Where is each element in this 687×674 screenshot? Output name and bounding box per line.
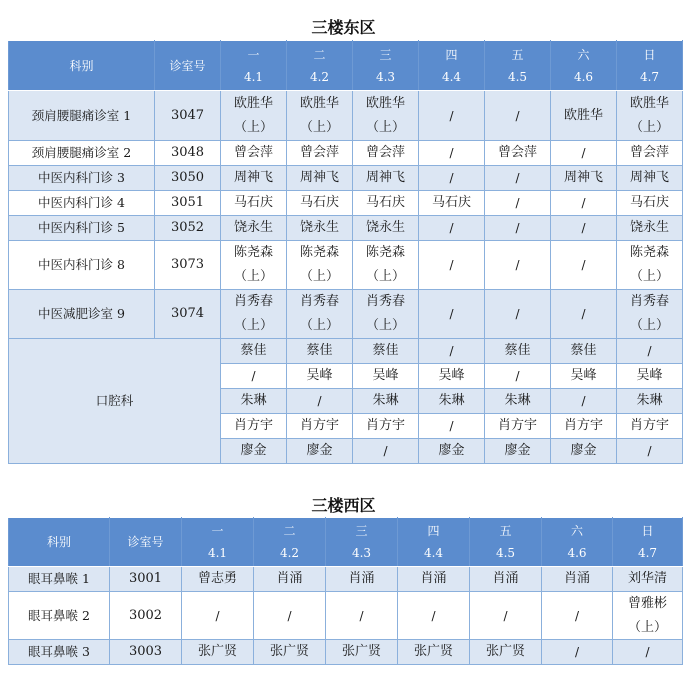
header-day-col: 一 4.1 xyxy=(221,41,287,91)
schedule-cell: 曾雅彬 （上） xyxy=(613,592,683,640)
schedule-cell: / xyxy=(326,592,398,640)
schedule-cell: 蔡佳 xyxy=(221,339,287,364)
schedule-cell: 肖涌 xyxy=(398,567,470,592)
schedule-cell: / xyxy=(551,141,617,166)
dept-cell: 眼耳鼻喉 1 xyxy=(9,567,110,592)
table-header-row xyxy=(9,41,683,91)
dept-cell: 中医内科门诊 5 xyxy=(9,216,155,241)
schedule-cell: 肖涌 xyxy=(326,567,398,592)
table-row xyxy=(9,216,683,241)
schedule-cell: 周神飞 xyxy=(221,166,287,191)
schedule-cell: / xyxy=(542,640,613,665)
schedule-cell: 吴峰 xyxy=(287,364,353,389)
room-cell: 3052 xyxy=(155,216,221,241)
schedule-cell: 曾会萍 xyxy=(353,141,419,166)
schedule-cell: 饶永生 xyxy=(353,216,419,241)
header-day-col: 三 4.3 xyxy=(353,41,419,91)
schedule-cell: 肖秀春 （上） xyxy=(287,290,353,339)
room-cell: 3047 xyxy=(155,91,221,141)
dept-cell: 眼耳鼻喉 3 xyxy=(9,640,110,665)
table-row xyxy=(9,339,683,364)
schedule-cell: / xyxy=(419,241,485,290)
room-cell: 3050 xyxy=(155,166,221,191)
header-day-col: 三 4.3 xyxy=(326,518,398,567)
schedule-cell: 朱琳 xyxy=(617,389,683,414)
header-day-col: 五 4.5 xyxy=(470,518,542,567)
header-day-col: 五 4.5 xyxy=(485,41,551,91)
schedule-cell: 饶永生 xyxy=(221,216,287,241)
schedule-cell: 蔡佳 xyxy=(353,339,419,364)
schedule-cell: 刘华清 xyxy=(613,567,683,592)
header-room: 诊室号 xyxy=(110,518,182,567)
schedule-cell: / xyxy=(470,592,542,640)
schedule-cell: 肖秀春 （上） xyxy=(221,290,287,339)
room-cell: 3001 xyxy=(110,567,182,592)
schedule-cell: 马石庆 xyxy=(617,191,683,216)
table-row xyxy=(9,141,683,166)
schedule-cell: 肖方宇 xyxy=(485,414,551,439)
schedule-cell: / xyxy=(485,216,551,241)
schedule-cell: / xyxy=(419,414,485,439)
dept-cell: 颈肩腰腿痛诊室 1 xyxy=(9,91,155,141)
schedule-cell: / xyxy=(419,166,485,191)
schedule-cell: 肖涌 xyxy=(470,567,542,592)
schedule-cell: / xyxy=(617,439,683,464)
schedule-cell: / xyxy=(551,216,617,241)
table-row xyxy=(9,567,683,592)
schedule-cell: / xyxy=(485,191,551,216)
dept-cell: 中医内科门诊 3 xyxy=(9,166,155,191)
schedule-cell: / xyxy=(419,339,485,364)
header-room: 诊室号 xyxy=(155,41,221,91)
room-cell: 3074 xyxy=(155,290,221,339)
schedule-cell: / xyxy=(398,592,470,640)
header-day-col: 四 4.4 xyxy=(419,41,485,91)
header-day-col: 日 4.7 xyxy=(617,41,683,91)
schedule-cell: / xyxy=(542,592,613,640)
schedule-cell: 廖金 xyxy=(419,439,485,464)
schedule-cell: 周神飞 xyxy=(353,166,419,191)
header-day-col: 二 4.2 xyxy=(254,518,326,567)
schedule-cell: / xyxy=(419,91,485,141)
room-cell: 3003 xyxy=(110,640,182,665)
schedule-cell: 曾会萍 xyxy=(617,141,683,166)
schedule-cell: 廖金 xyxy=(551,439,617,464)
schedule-cell: / xyxy=(551,191,617,216)
schedule-cell: 张广贤 xyxy=(326,640,398,665)
schedule-cell: / xyxy=(221,364,287,389)
header-dept: 科别 xyxy=(9,518,110,567)
schedule-cell: 陈尧森 （上） xyxy=(221,241,287,290)
schedule-cell: 张广贤 xyxy=(398,640,470,665)
schedule-cell: 饶永生 xyxy=(617,216,683,241)
schedule-cell: / xyxy=(551,241,617,290)
header-day-col: 六 4.6 xyxy=(551,41,617,91)
dept-cell: 中医内科门诊 8 xyxy=(9,241,155,290)
east-schedule-table xyxy=(8,40,683,464)
schedule-cell: 曾会萍 xyxy=(485,141,551,166)
schedule-cell: 欧胜华 （上） xyxy=(353,91,419,141)
schedule-cell: 陈尧森 （上） xyxy=(287,241,353,290)
schedule-cell: / xyxy=(485,91,551,141)
schedule-cell: / xyxy=(551,389,617,414)
header-day-col: 一 4.1 xyxy=(182,518,254,567)
room-cell: 3048 xyxy=(155,141,221,166)
schedule-cell: 陈尧森 （上） xyxy=(617,241,683,290)
schedule-cell: 吴峰 xyxy=(419,364,485,389)
schedule-cell: 朱琳 xyxy=(353,389,419,414)
table-row xyxy=(9,290,683,339)
schedule-cell: 欧胜华 xyxy=(551,91,617,141)
east-section-title: 三楼东区 xyxy=(311,18,376,37)
table-row xyxy=(9,241,683,290)
schedule-cell: 肖方宇 xyxy=(221,414,287,439)
schedule-cell: 肖秀春 （上） xyxy=(353,290,419,339)
schedule-cell: 廖金 xyxy=(287,439,353,464)
schedule-cell: / xyxy=(485,241,551,290)
schedule-cell: 张广贤 xyxy=(182,640,254,665)
schedule-cell: 肖秀春 （上） xyxy=(617,290,683,339)
room-cell: 3051 xyxy=(155,191,221,216)
schedule-cell: / xyxy=(419,216,485,241)
schedule-cell: / xyxy=(613,640,683,665)
west-schedule-table xyxy=(8,517,683,665)
schedule-cell: 欧胜华 （上） xyxy=(221,91,287,141)
schedule-cell: 马石庆 xyxy=(353,191,419,216)
schedule-cell: / xyxy=(287,389,353,414)
schedule-cell: 马石庆 xyxy=(221,191,287,216)
dept-cell: 中医减肥诊室 9 xyxy=(9,290,155,339)
dept-cell: 颈肩腰腿痛诊室 2 xyxy=(9,141,155,166)
schedule-cell: / xyxy=(419,290,485,339)
room-cell: 3073 xyxy=(155,241,221,290)
room-cell: 3002 xyxy=(110,592,182,640)
schedule-cell: 周神飞 xyxy=(287,166,353,191)
schedule-cell: 吴峰 xyxy=(617,364,683,389)
schedule-cell: 朱琳 xyxy=(419,389,485,414)
table-row xyxy=(9,191,683,216)
schedule-cell: 廖金 xyxy=(221,439,287,464)
dept-cell: 眼耳鼻喉 2 xyxy=(9,592,110,640)
header-day-col: 四 4.4 xyxy=(398,518,470,567)
schedule-cell: 吴峰 xyxy=(353,364,419,389)
table-row xyxy=(9,166,683,191)
schedule-cell: 肖涌 xyxy=(254,567,326,592)
schedule-cell: 曾会萍 xyxy=(287,141,353,166)
west-section-title: 三楼西区 xyxy=(311,496,376,515)
schedule-cell: 蔡佳 xyxy=(551,339,617,364)
schedule-cell: 饶永生 xyxy=(287,216,353,241)
table-row xyxy=(9,640,683,665)
schedule-cell: 蔡佳 xyxy=(287,339,353,364)
schedule-cell: 肖方宇 xyxy=(353,414,419,439)
schedule-cell: / xyxy=(419,141,485,166)
schedule-cell: 周神飞 xyxy=(617,166,683,191)
schedule-cell: 马石庆 xyxy=(287,191,353,216)
schedule-cell: / xyxy=(485,364,551,389)
schedule-cell: / xyxy=(551,290,617,339)
schedule-cell: 朱琳 xyxy=(485,389,551,414)
schedule-cell: 张广贤 xyxy=(254,640,326,665)
table-header-row xyxy=(9,518,683,567)
schedule-cell: 肖涌 xyxy=(542,567,613,592)
schedule-cell: 蔡佳 xyxy=(485,339,551,364)
schedule-cell: / xyxy=(353,439,419,464)
dept-cell-oral: 口腔科 xyxy=(9,339,221,464)
schedule-cell: 欧胜华 （上） xyxy=(617,91,683,141)
dept-cell: 中医内科门诊 4 xyxy=(9,191,155,216)
schedule-cell: / xyxy=(617,339,683,364)
schedule-cell: 曾会萍 xyxy=(221,141,287,166)
schedule-cell: 曾志勇 xyxy=(182,567,254,592)
table-row xyxy=(9,592,683,640)
schedule-cell: / xyxy=(254,592,326,640)
schedule-cell: / xyxy=(182,592,254,640)
schedule-cell: 朱琳 xyxy=(221,389,287,414)
schedule-cell: 张广贤 xyxy=(470,640,542,665)
header-dept: 科别 xyxy=(9,41,155,91)
schedule-cell: / xyxy=(485,166,551,191)
schedule-cell: 肖方宇 xyxy=(551,414,617,439)
schedule-cell: 马石庆 xyxy=(419,191,485,216)
header-day-col: 二 4.2 xyxy=(287,41,353,91)
schedule-cell: / xyxy=(485,290,551,339)
schedule-cell: 肖方宇 xyxy=(287,414,353,439)
schedule-cell: 廖金 xyxy=(485,439,551,464)
schedule-cell: 欧胜华 （上） xyxy=(287,91,353,141)
table-row xyxy=(9,91,683,141)
schedule-cell: 周神飞 xyxy=(551,166,617,191)
schedule-cell: 肖方宇 xyxy=(617,414,683,439)
header-day-col: 日 4.7 xyxy=(613,518,683,567)
header-day-col: 六 4.6 xyxy=(542,518,613,567)
schedule-cell: 吴峰 xyxy=(551,364,617,389)
schedule-cell: 陈尧森 （上） xyxy=(353,241,419,290)
